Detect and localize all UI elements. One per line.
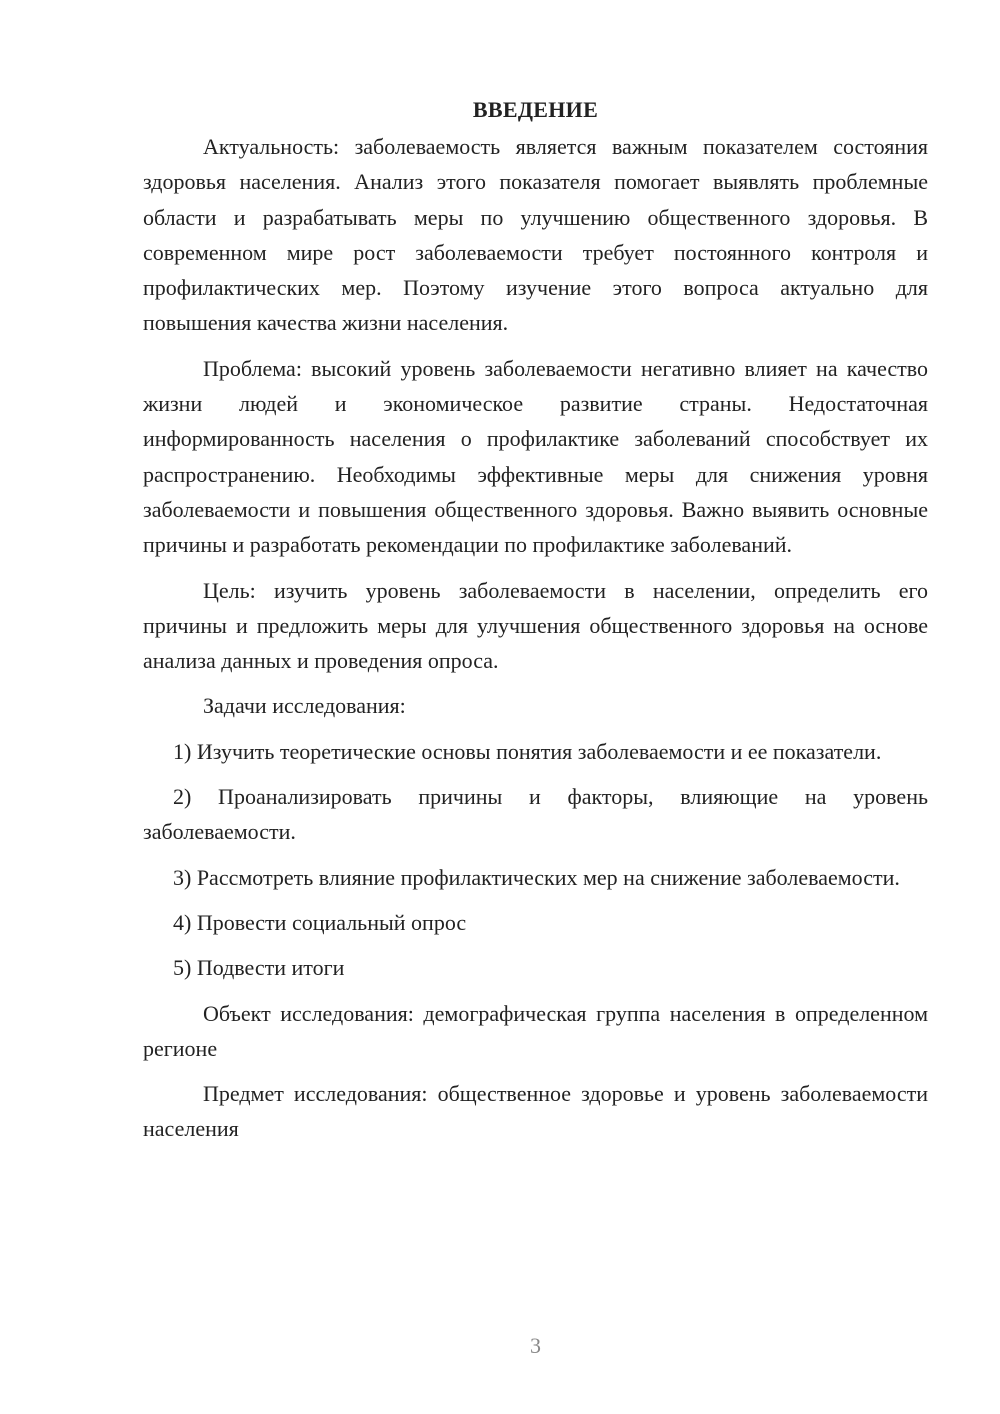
paragraph-problem: Проблема: высокий уровень заболеваемости негативно влияет на качество жизни людей и экономическое развитие страны. Недостаточная информированность населения о профилактике заболеваний способствует их распространению. Необходимы эффективные меры для снижения уровня заболеваемости и повышения общественного здоровья. Важно выявить основные причины и разработать рекомендации по профилактике заболеваний. [143,355,928,558]
task-item-1: 1) Изучить теоретические основы понятия заболеваемости и ее показатели. [173,738,882,764]
task-item-4: 4) Провести социальный опрос [173,909,467,935]
paragraph-object: Объект исследования: демографическая группа населения в определенном регионе [143,1000,928,1061]
page-number: 3 [530,1333,541,1358]
task-item-3: 3) Рассмотреть влияние профилактических мер на снижение заболеваемости. [173,864,900,890]
task-item-2: 2) Проанализировать причины и факторы, влияющие на уровень заболеваемости. [143,784,928,845]
document-page [143,92,928,1157]
paragraph-goal: Цель: изучить уровень заболеваемости в населении, определить его причины и предложить меры для улучшения общественного здоровья на основе анализа данных и проведения опроса. [143,577,928,674]
paragraph-subject: Предмет исследования: общественное здоровье и уровень заболеваемости населения [143,1081,928,1142]
paragraph-relevance: Актуальность: заболеваемость является важным показателем состояния здоровья населения. Анализ этого показателя помогает выявлять проблемные области и разрабатывать меры по улучшению общественного здоровья. В современном мире рост заболеваемости требует постоянного контроля и профилактических мер. Поэтому изучение этого вопроса актуально для повышения качества жизни населения. [143,134,928,336]
task-item-5: 5) Подвести итоги [173,955,345,981]
page-title: ВВЕДЕНИЕ [472,97,599,122]
tasks-heading: Задачи исследования: [203,693,406,719]
